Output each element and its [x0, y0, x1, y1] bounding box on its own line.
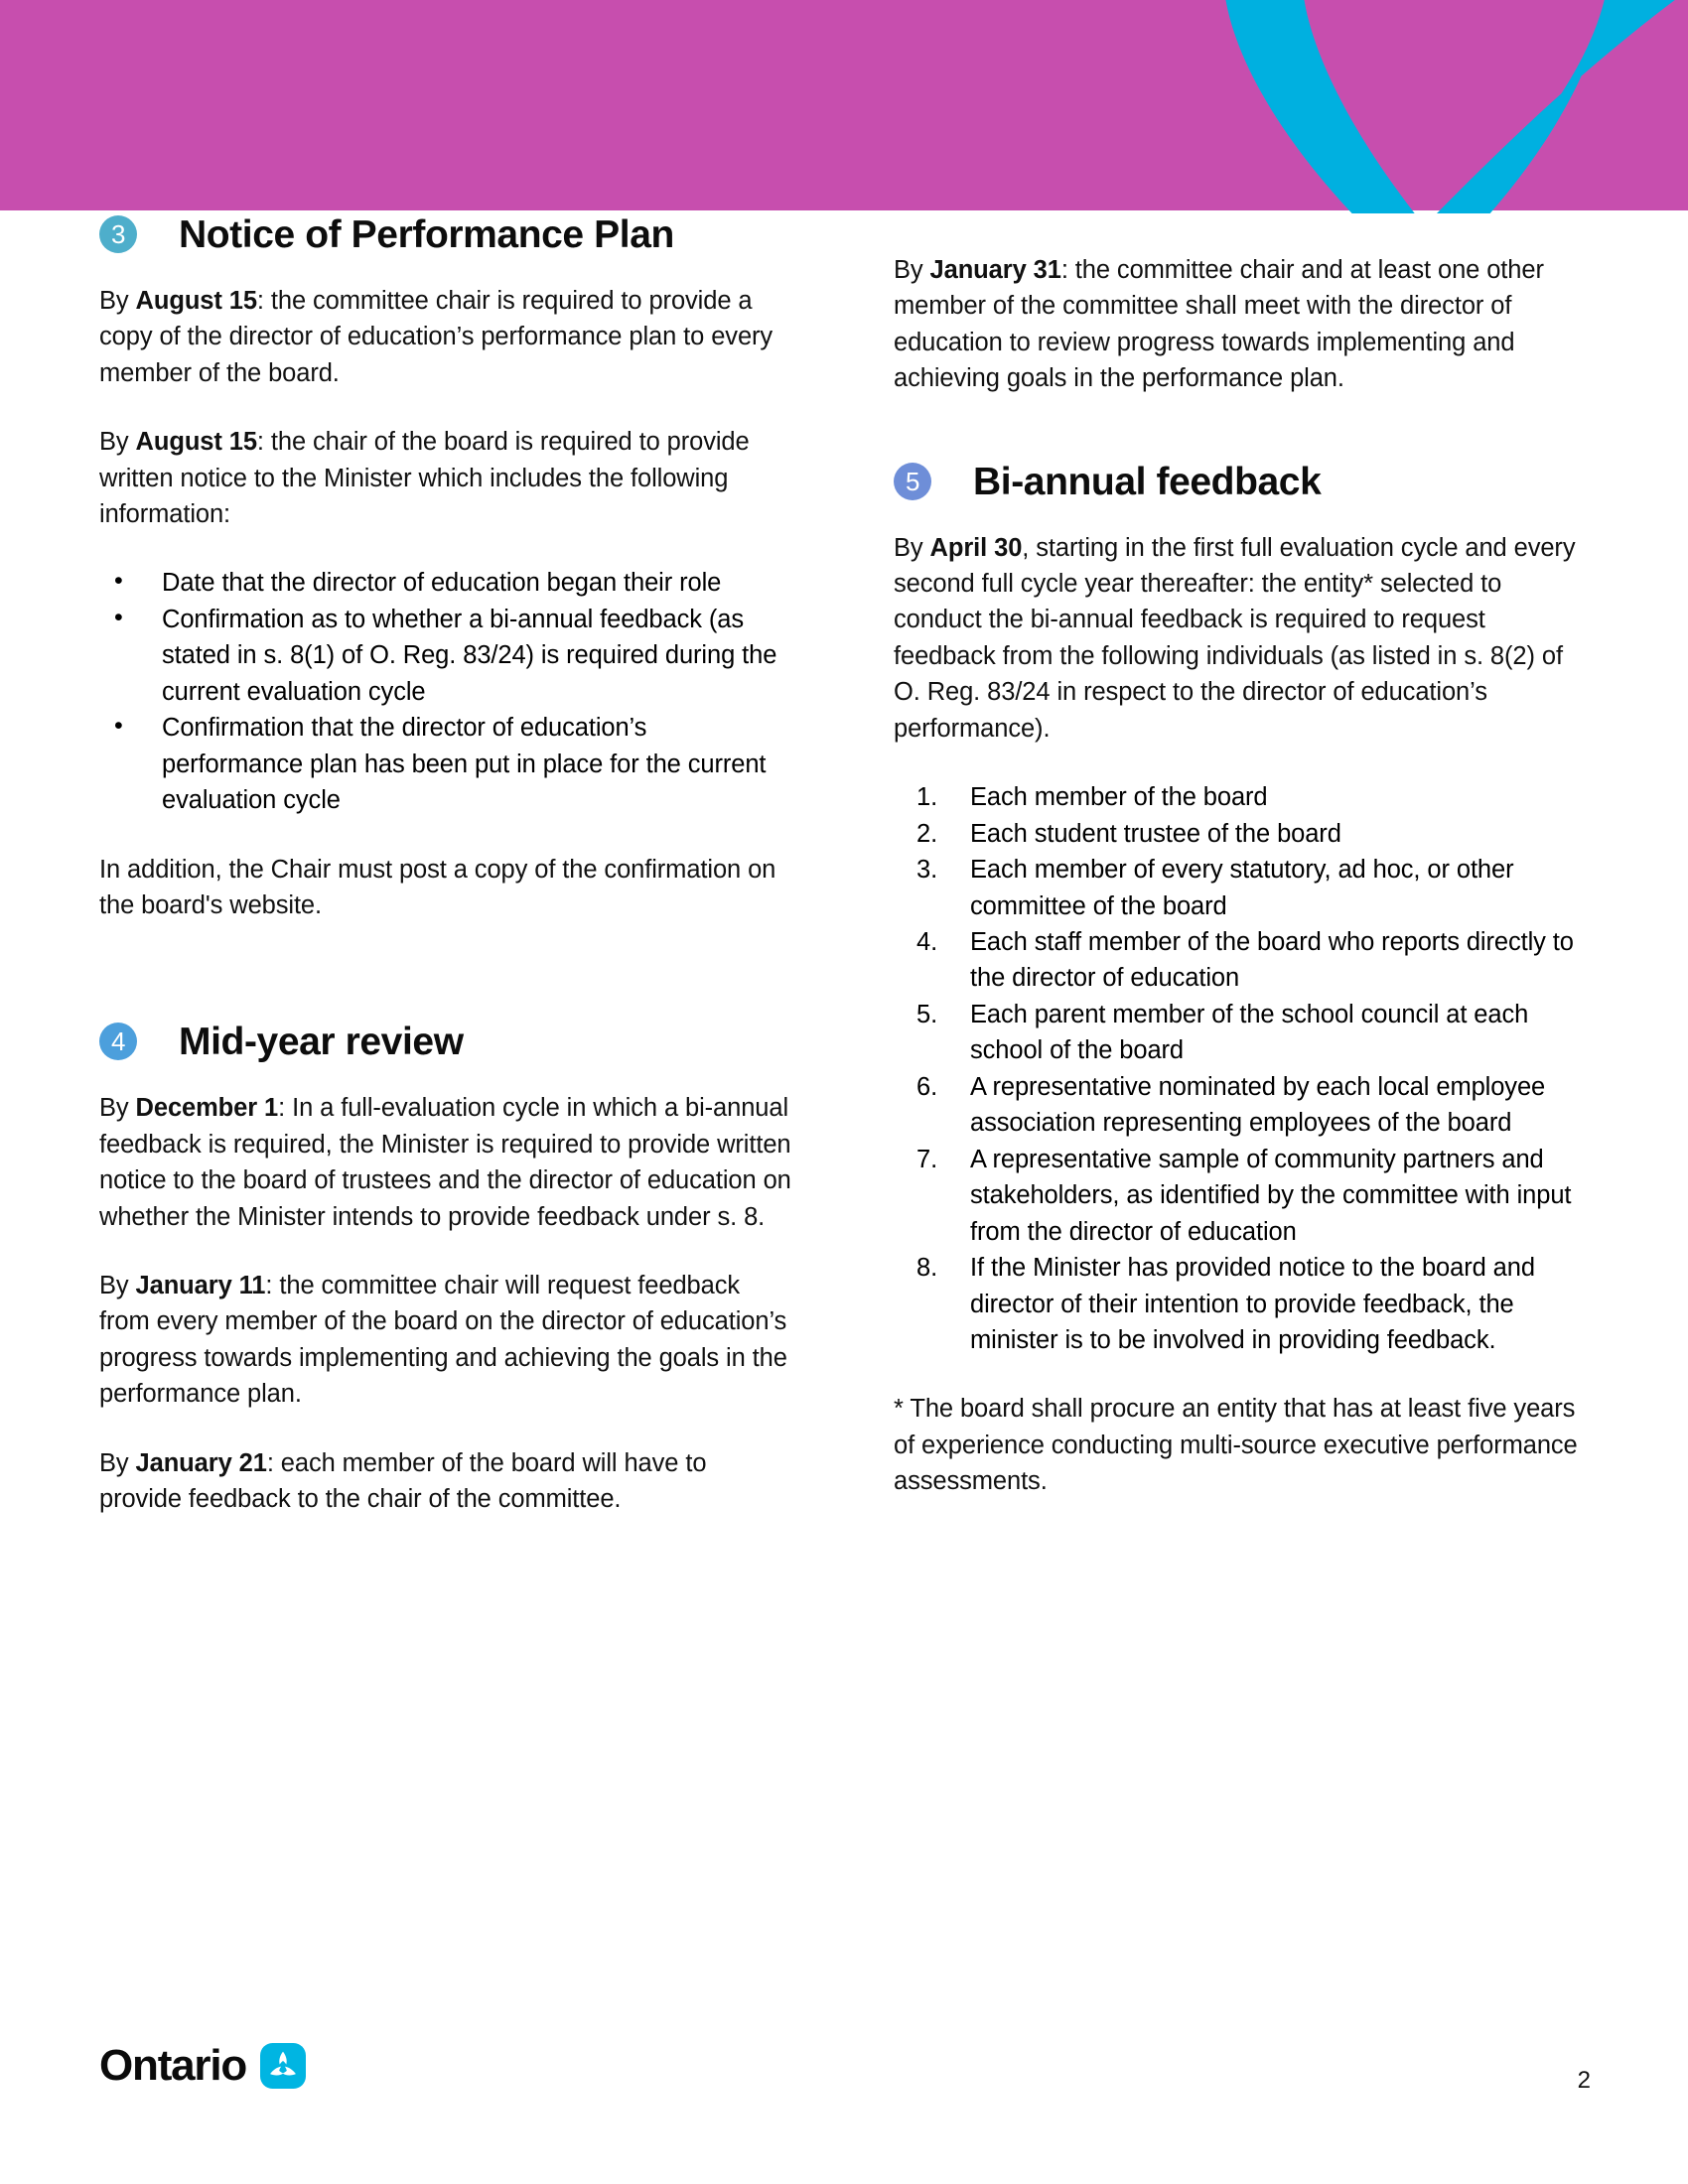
- s3-p1-body: : the committee chair is required to provide a copy of the director of education’s performance plan to every member of the board.: [99, 286, 774, 387]
- s4-p3-prefix: By: [99, 1448, 136, 1477]
- two-column-layout: [0, 210, 1688, 1518]
- s4-p2-prefix: By: [99, 1271, 136, 1299]
- section-4-number-badge: 4: [99, 1023, 137, 1060]
- s5-p1-date: April 30: [929, 533, 1023, 562]
- s4-p1-body: : In a full-evaluation cycle in which a bi-annual feedback is required, the Minister is required to provide written notice to the board of trustees and the director of education on whether the Minister intends to provide feedback under s. 8.: [99, 1094, 791, 1231]
- left-column: [99, 210, 794, 1518]
- ontario-logo-wordmark: Ontario: [99, 2041, 247, 2090]
- s5-p1-body: , starting in the first full evaluation cycle and every second full cycle year thereafter: the entity* selected to conduct the bi-annual feedback is required to request feedback from the following individuals (as listed in s. 8(2) of O. Reg. 83/24 in respect to the director of education’s performance).: [894, 533, 1576, 743]
- s4-p2-date: January 11: [135, 1271, 266, 1299]
- page-number: 2: [1577, 2067, 1591, 2094]
- s4-p1-prefix: By: [99, 1094, 136, 1123]
- section-4-paragraph-3: [99, 1445, 794, 1518]
- banner-magenta-background: [0, 0, 1688, 210]
- list-item: • Confirmation as to whether a bi-annual feedback (as stated in s. 8(1) of O. Reg. 83/24) is required during the current evaluation cycle: [114, 602, 794, 710]
- s3-p1-date: August 15: [135, 286, 257, 315]
- page-header-banner: [0, 0, 1688, 210]
- section-5-footnote: * The board shall procure an entity that has at least five years of experience conducting multi-source executive performance assessments.: [894, 1395, 1578, 1496]
- s3-p2-prefix: By: [99, 428, 136, 457]
- list-item: If the Minister has provided notice to the board and director of their intention to provide feedback, the minister is to be involved in providing feedback.: [970, 1254, 1535, 1355]
- section-3-bullet-list: [99, 565, 794, 818]
- page-footer: [0, 2025, 1688, 2144]
- right-column-top-spacer: [894, 210, 1589, 252]
- rc-intro-body: : the committee chair and at least one other member of the committee shall meet with the director of education to review progress towards implementing and achieving goals in the performance plan.: [894, 256, 1544, 393]
- s4-p2-body: : the committee chair will request feedback from every member of the board on the director of education’s progress towards implementing and achieving the goals in the performance plan.: [99, 1271, 787, 1409]
- section-5-number-badge: 5: [894, 463, 931, 500]
- section-3-heading: [99, 210, 794, 261]
- rc-intro-date: January 31: [929, 256, 1061, 284]
- s4-p3-date: January 21: [135, 1448, 267, 1477]
- section-spacer: [99, 956, 794, 1018]
- section-5-heading: [894, 458, 1589, 508]
- section-4-paragraph-2: [99, 1268, 794, 1413]
- right-column: [894, 210, 1589, 1518]
- ontario-logo: [99, 2043, 306, 2089]
- s3-p2-date: August 15: [135, 428, 257, 457]
- section-3-paragraph-2: [99, 424, 794, 532]
- s4-p3-body: : each member of the board will have to provide feedback to the chair of the committee.: [99, 1448, 707, 1514]
- rc-intro-prefix: By: [894, 256, 930, 284]
- right-intro-paragraph: [894, 252, 1589, 397]
- section-4-title: Mid-year review: [179, 1021, 464, 1064]
- s4-p1-date: December 1: [135, 1094, 279, 1123]
- section-5-title: Bi-annual feedback: [973, 460, 1322, 503]
- section-5-paragraph-1: [894, 530, 1589, 748]
- page-content: [0, 210, 1688, 2184]
- list-item: Each member of every statutory, ad hoc, or other committee of the board: [970, 856, 1514, 920]
- section-spacer: [894, 430, 1589, 458]
- s5-p1-prefix: By: [894, 533, 930, 562]
- section-3-paragraph-3: In addition, the Chair must post a copy of the confirmation on the board's website.: [99, 855, 776, 920]
- s3-p2-body: : the chair of the board is required to provide written notice to the Minister which includes the following information:: [99, 428, 750, 528]
- list-item: A representative nominated by each local employee association representing employees of the board: [970, 1072, 1546, 1138]
- trillium-logo-icon: [260, 2043, 306, 2089]
- section-3-number-badge: 3: [99, 215, 137, 253]
- section-3-title: Notice of Performance Plan: [179, 213, 674, 256]
- list-item: • Confirmation that the director of education’s performance plan has been put in place for the current evaluation cycle: [114, 710, 794, 818]
- list-item: Each parent member of the school council at each school of the board: [970, 1000, 1529, 1065]
- section-5-numbered-list: [894, 779, 1589, 1358]
- list-item: Each student trustee of the board: [970, 819, 1341, 848]
- section-4-paragraph-1: [99, 1090, 794, 1235]
- list-item: A representative sample of community partners and stakeholders, as identified by the committee with input from the director of education: [970, 1145, 1572, 1246]
- list-item: Each member of the board: [970, 783, 1268, 812]
- s3-p1-prefix: By: [99, 286, 136, 315]
- section-4-heading: [99, 1018, 794, 1068]
- list-item: Each staff member of the board who reports directly to the director of education: [970, 928, 1574, 993]
- section-3-paragraph-1: [99, 283, 794, 391]
- list-item: • Date that the director of education began their role: [114, 565, 794, 601]
